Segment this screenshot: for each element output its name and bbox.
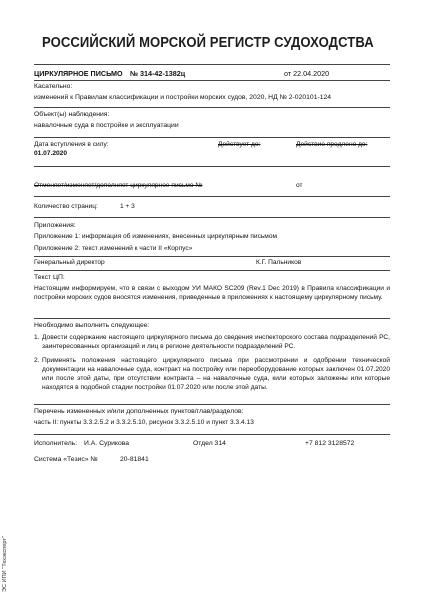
executor-block — [34, 440, 390, 448]
valid-until-label: Действует до: — [218, 141, 261, 148]
body-text: Настоящим информируем, что в связи с выходом УИ МАКО SC209 (Rev.1 Dec 2019) в Правила классификации и постройки морских судов вносятся изменения, приведенные в приложениях к настоящему циркулярному письму. — [34, 285, 390, 302]
subject-label: Касательно: — [34, 83, 73, 90]
letter-info — [34, 67, 390, 79]
divider — [34, 217, 390, 218]
action-text: Довести содержание настоящего циркулярного письма до сведения инспекторского состава подразделений РС, заинтересованных организаций и лиц в регионе деятельности подразделений РС. — [42, 334, 390, 351]
pages-value: 1 + 3 — [120, 203, 135, 210]
divider — [34, 196, 390, 197]
letterhead — [34, 22, 394, 62]
executor-department: Отдел 314 — [193, 440, 226, 447]
appendices-block — [34, 222, 390, 253]
divider — [34, 318, 390, 319]
divider — [34, 64, 390, 65]
appendix-item: Приложение 1: информация об изменениях, внесенных циркулярным письмом — [34, 233, 278, 241]
appendix-item: Приложение 2: текст изменений к части II «Корпус» — [34, 244, 193, 252]
actions-label: Необходимо выполнить следующее: — [34, 322, 150, 329]
divider — [34, 107, 390, 108]
registry-title: РОССИЙСКИЙ МОРСКОЙ РЕГИСТР СУДОХОДСТВА — [42, 33, 374, 51]
executor-phone: +7 812 3128572 — [305, 440, 355, 447]
action-item — [34, 334, 390, 352]
objects-label: Объект(ы) наблюдения: — [34, 111, 110, 118]
objects-block — [34, 111, 390, 131]
action-text: Применять положения настоящего циркулярного письма при рассмотрении и одобрении технической документации на навалочные суда, контракт на постройку или переоборудование которых заключен 01.07.2020 или после этой даты, при отсутствии контракта – на навалочные суда, кили которых заложены или которые находятся в подобной стадии постройки 01.07.2020 или после этой даты. — [42, 357, 390, 391]
letter-date: от 22.04.2020 — [284, 68, 330, 78]
divider — [34, 256, 390, 257]
changes-block — [34, 408, 390, 428]
replaces-block — [34, 182, 390, 190]
dates-block — [34, 141, 390, 158]
thesis-value: 20-81841 — [120, 456, 149, 463]
effective-date-label: Дата вступления в силу: — [34, 141, 109, 148]
action-number: 1. — [34, 334, 40, 342]
replaces-label: Отменяет/изменяет/дополняет циркулярное письмо № — [34, 182, 203, 189]
replaces-from-label: от — [296, 182, 303, 189]
executor-label: Исполнитель: — [34, 440, 78, 447]
body-label: Текст ЦП: — [34, 274, 65, 281]
action-item — [34, 357, 390, 393]
divider — [34, 137, 390, 138]
director-name: К.Г. Пальников — [256, 259, 302, 266]
divider — [34, 404, 390, 405]
thesis-block — [34, 456, 390, 464]
letter-number: № 314-42-1382ц — [130, 68, 186, 78]
executor-name: И.А. Сурикова — [84, 440, 130, 447]
divider — [34, 434, 390, 435]
effective-date-value: 01.07.2020 — [34, 150, 68, 158]
actions-block — [34, 322, 390, 393]
objects-text: навалочные суда в постройке и эксплуатации — [34, 122, 179, 130]
divider — [34, 166, 390, 167]
director-title: Генеральный директор — [34, 259, 105, 266]
action-number: 2. — [34, 357, 40, 365]
thesis-label: Система «Тезис» № — [34, 456, 98, 463]
side-watermark-text: ЭС ИПИ "Техэксперт" — [2, 536, 8, 592]
divider — [34, 270, 390, 271]
extended-until-label: Действие продлено до: — [296, 141, 368, 148]
letter-type: ЦИРКУЛЯРНОЕ ПИСЬМО — [34, 68, 123, 78]
director-block — [34, 259, 390, 267]
subject-block — [34, 83, 390, 103]
body-block — [34, 274, 390, 303]
appendices-label: Приложения: — [34, 222, 76, 229]
changes-label: Перечень измененных и/или дополненных пунктов/глав/разделов: — [34, 408, 244, 415]
pages-label: Количество страниц: — [34, 203, 98, 210]
changes-text: часть II: пункты 3.3.2.5.2 и 3.3.2.5.10, рисунок 3.3.2.5.10 и пункт 3.3.4.13 — [34, 419, 254, 427]
subject-text: изменений к Правилам классификации и постройки морских судов, 2020, НД № 2-020101-124 — [34, 94, 332, 102]
divider — [34, 80, 390, 81]
pages-block — [34, 203, 390, 211]
